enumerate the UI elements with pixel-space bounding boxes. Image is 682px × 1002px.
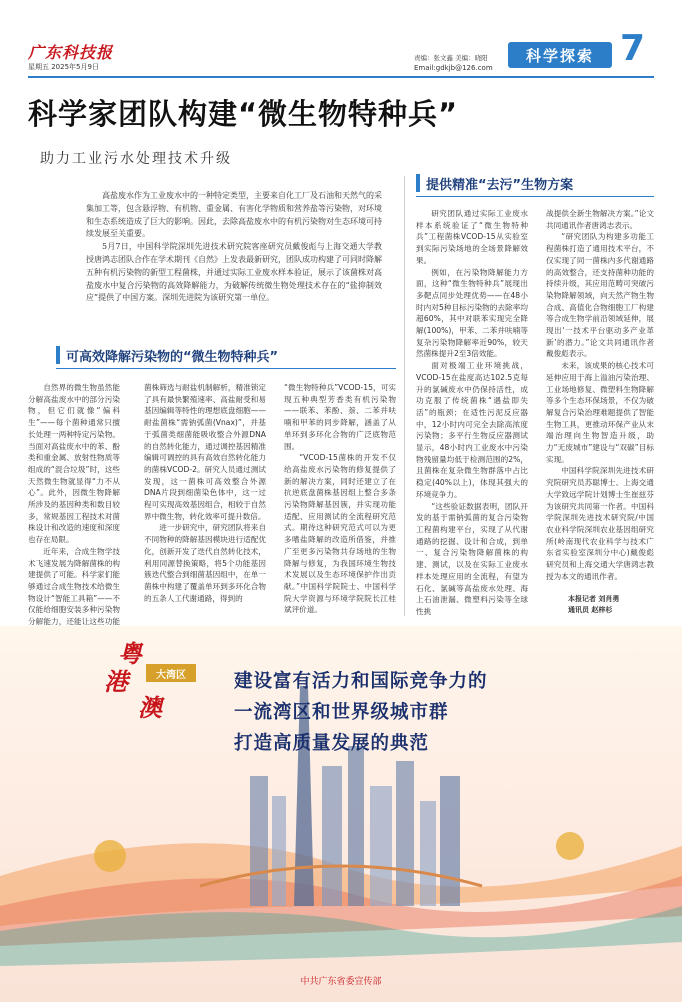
building	[370, 786, 392, 906]
building	[396, 761, 414, 906]
lead-paragraph: 高盐废水作为工业废水中的一种特定类型，主要来自化工厂及石油和天然气的采集加工等，包含悬浮物、有机物、重金属、有害化学物质和营养盐等污染物，对环境和生态系统造成了巨大的影响。因此，去除高盐废水中的有机污染物对生态环境可持续发展至关重要。	[86, 191, 382, 239]
body-paragraph: 近年来，合成生物学技术飞速发展为降解菌株的构建提供了可能。科学家们能够通过合成生物技术给微生物设计“智能工具箱”——不仅能给细胞安装多种污染物分解能力，还能让这些功能	[28, 546, 120, 627]
subheadline: 助力工业污水处理技术升级	[40, 151, 232, 167]
byline-reporter: 本报记者 刘肖勇	[568, 595, 620, 603]
body-paragraph: 面对极端工业环境挑战，VCOD-15在盐度高达102.5克每升的氯碱废水中仍保持活性，成功克服了传统菌株“遇盐即失活”的瓶颈；在适性污泥反应器中，12小时内可完全去除高浓度污染物；多平行生物反应器测试显示，48小时内工业废水中污染物残留量均低于检测范围的2%，且菌株在复杂微生物群落中占比稳定(40%以上)，体现其强大的环境竞争力。	[416, 361, 528, 499]
paper-name: 广东科技报	[28, 43, 114, 62]
body-paragraph: 研究团队通过实际工业废水样本系统验证了“微生物特种兵”工程菌株VCOD-15从实验室到实际污染场地的全场景降解效果。	[416, 209, 528, 265]
publication-date: 星期五 2025年5月9日	[28, 63, 99, 71]
slogan-line: 打造高质量发展的典范	[234, 733, 430, 754]
section-heading-microbial-soldier	[56, 344, 396, 366]
body-paragraph: “微生物特种兵”VCOD-15，可实现五种典型芳香类有机污染物——联苯、苯酚、萘、二苯并呋喃和甲苯的同步降解，涵盖了从单环到多环化合物的广泛底物范围。	[284, 383, 396, 451]
section-heading-text: 可高效降解污染物的“微生物特种兵”	[66, 349, 279, 365]
lotus-flower	[556, 832, 584, 860]
building	[348, 746, 364, 906]
building	[272, 796, 286, 906]
gba-char-hongkong: 港	[104, 667, 128, 696]
building	[322, 766, 342, 906]
heading-underline	[56, 368, 396, 369]
body-column-5	[546, 208, 654, 583]
body-column-4	[416, 208, 528, 618]
masthead-rule	[28, 76, 654, 78]
bauhinia-flower	[94, 840, 126, 872]
byline-correspondent: 通讯员 赵梓杉	[568, 606, 613, 614]
gba-char-guangdong: 粤	[118, 639, 142, 668]
byline	[568, 594, 619, 616]
column-divider	[404, 176, 405, 616]
contact-email: Email:gdkjb@126.com	[414, 64, 493, 72]
body-paragraph: “这些验证数据表明，团队开发的基于需钠弧菌的复合污染物工程菌构建平台，实现了从代谢通路的挖掘、设计和合成，到单一、复合污染物降解菌株的构建、测试，以及在实际工业废水样本处理应用的全流程，有望为石化、氯碱等高盐废水处理、海上石油泄漏、微塑料污染等全球性挑	[416, 501, 528, 616]
slogan-line: 一流湾区和世界级城市群	[234, 702, 449, 723]
editor-credits: 责编：张文鑫 美编：晓阳	[414, 54, 488, 62]
gba-char-macao: 澳	[138, 693, 162, 722]
body-paragraph: 例如，在污染物降解能力方面，这种“微生物特种兵”展现出多靶点同步处理优势——在48小时内对5种目标污染物的去除率均超60%，其中对联苯实现完全降解(100%)，甲苯、二苯并呋喃等复杂污染物降解率近90%，较天然菌株提升2至3倍效能。	[416, 267, 528, 359]
body-paragraph: “研究团队为构建多功能工程菌株打造了通用技术平台，不仅实现了同一菌株内多代谢通路的高效整合，还支持菌种功能的持续升级，其应用范畴可突破污染物降解领域，向天然产物生物合成、高值化合物细胞工厂构建等合成生物学前沿领域延伸，展现出‘一技术平台驱动多产业革新’的潜力。”论文共同通讯作者戴俊彪表示。	[546, 232, 654, 359]
body-column-2	[144, 382, 266, 604]
banner-slogan	[234, 666, 488, 759]
body-paragraph: 中国科学院深圳先进技术研究院研究员苏聪博士、上海交通大学致远学院计划博士生崔兹芬为该研究共同第一作者。中国科学院深圳先进技术研究院/中国农业科学院深圳农业基因组研究所(岭南现代农业科学与技术广东省实验室深圳分中心)戴俊彪研究员和上海交通大学唐鸿志教授为本文的通讯作者。	[546, 466, 654, 581]
lead-paragraphs	[86, 190, 382, 305]
building	[440, 776, 460, 906]
slogan-line: 建设富有活力和国际竞争力的	[234, 671, 488, 692]
building	[250, 776, 268, 906]
body-paragraph: 战提供全新生物解决方案。”论文共同通讯作者唐鸿志表示。	[546, 209, 654, 230]
page-number: 7	[620, 28, 646, 69]
section-heading-precise-decontamination	[416, 172, 654, 194]
lead-paragraph: 5月7日，中国科学院深圳先进技术研究院客座研究员戴俊彪与上海交通大学教授唐鸿志团队合作在学术期刊《自然》上发表最新研究，团队成功构建了可同时降解五种有机污染物的新型工程菌株，并通过实际工业废水样本验证，展示了该菌株对高盐废水中复合污染物的高效降解能力，为破解传统微生物处理技术存在的“盐抑制效应”提供了中国方案。深圳先进院为该研究第一单位。	[86, 242, 382, 303]
heading-underline	[416, 196, 654, 197]
body-paragraph: “VCOD-15菌株的开发不仅给高盐废水污染物的修复提供了新的解决方案，同时还建立了在抗逆底盘菌株基因组上整合多条污染物降解基因簇，并实现功能适配、应用测试的全流程研究范式。期待这种研究范式可以为更多嗜盐降解的改造所借鉴，并推广至更多污染物共存场地的生物降解与修复，为我国环境生物技术发展以及生态环境保护作出贡献。”中国科学院院士、中国科学院大学资源与环境学院院长江桂斌评价道。	[284, 453, 396, 615]
section-name: 科学探索	[508, 42, 612, 68]
heading-bar	[416, 174, 420, 192]
building	[420, 801, 436, 906]
body-paragraph: 菌株筛选与耐盐机制解析，精准锁定了具有最快繁殖速率、高盐耐受和易基因编辑等特性的理想底盘细胞——耐盐菌株“需钠弧菌(Vnax)”，并基于弧菌类细菌能吸收整合外源DNA的自然转化能力，通过调控基因精准编辑可调控的具有高效自然转化能力的菌株VCOD-2。研究人员通过测试发现，这一菌株可高效整合外源DNA片段到细菌染色体中，这一过程可实现高效基因组合，相较于自然界中微生物，转化效率可提升数倍。	[144, 383, 266, 521]
body-paragraph: 自然界的微生物虽然能分解高盐废水中的部分污染物，但它们就像“偏科生”——每个菌种通常只擅长处理一两种特定污染物。当面对高盐废水中的苯、酚类和重金属、放射性物质等组成的“混合垃圾”时，这些天然微生物就显得“力不从心”。此外，因微生物降解所涉及的基因种类和数目较多，常规基因工程技术对菌株设计和改造的速度和深度也存在局限。	[28, 383, 120, 545]
body-column-3	[284, 382, 396, 616]
body-paragraph: 未来，该成果的核心技术可延伸应用于海上溢油污染治理、工业场地修复、微塑料生物降解等多个生态环保场景，不仅为破解复合污染治理难题提供了智能生物工具，更推动环保产业从末端治理向生物智造升级，助力“无废城市”建设与“双碳”目标实现。	[546, 361, 654, 464]
headline: 科学家团队构建“微生物特种兵”	[28, 97, 459, 131]
section-heading-text: 提供精准“去污”生物方案	[426, 177, 574, 193]
body-paragraph: 进一步研究中，研究团队将来自不同物种的降解基因模块进行适配优化，创新开发了迭代自然转化技术，利用同源替换策略，将5个功能基因簇迭代整合到细菌基因组中，在单一菌株中构建了覆盖单环到多环化合物的五条人工代谢通路，得到的	[144, 523, 266, 603]
gba-tag: 大湾区	[146, 664, 196, 682]
banner-credit: 中共广东省委宣传部	[300, 977, 382, 987]
heading-bar	[56, 346, 60, 364]
gba-banner-ad	[0, 626, 682, 1002]
